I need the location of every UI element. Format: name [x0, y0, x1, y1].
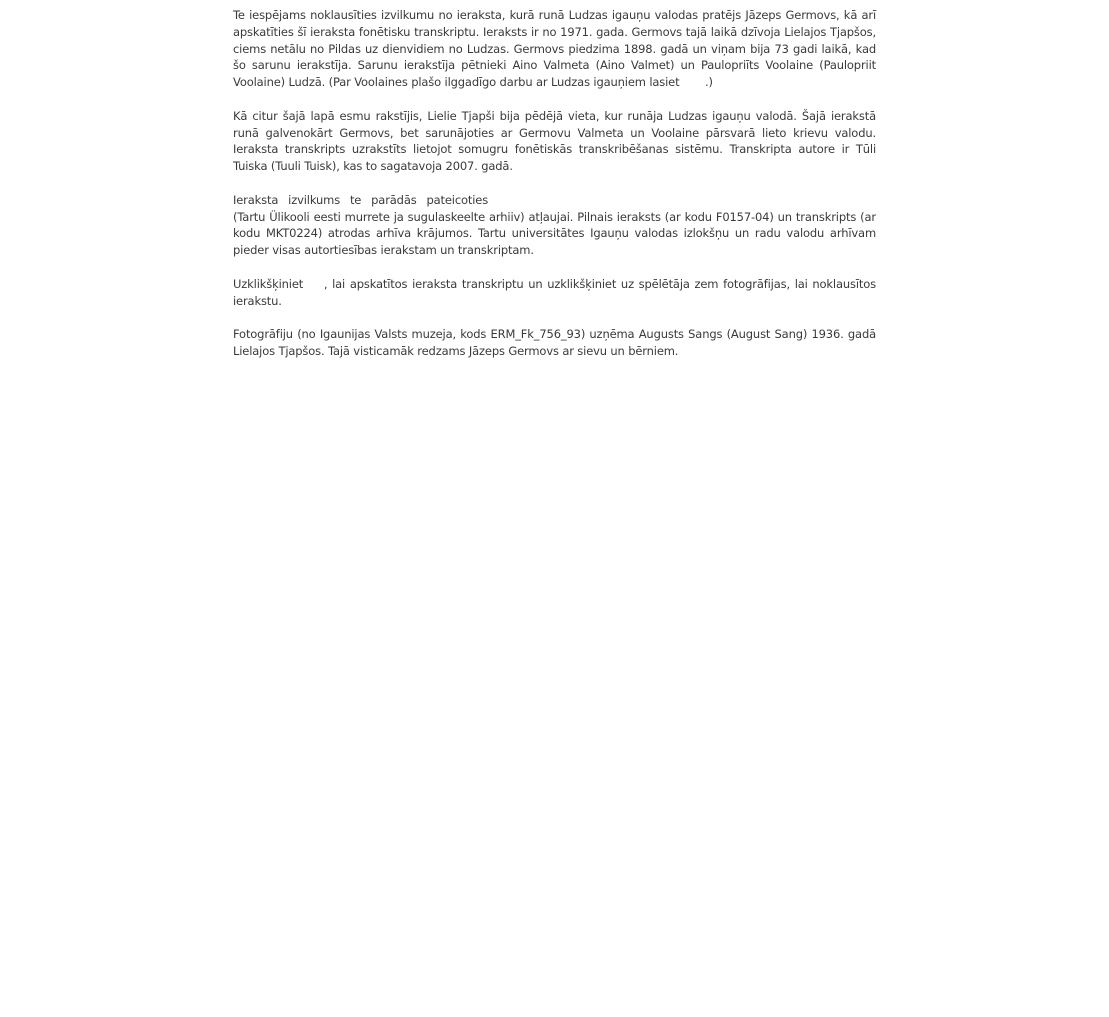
instructions-paragraph — [233, 276, 876, 310]
article-body — [233, 7, 876, 377]
background-text: Kā citur šajā lapā esmu rakstījis, Lielie Tjapši bija pēdējā vieta, kur runāja Ludzas igauņu valodā. Šajā ierakstā runā galvenokārt Germovs, bet sarunājoties ar Germovu Valmeta un Voolaine pārsvarā lieto krievu valodu. Ieraksta transkripts uzrakstīts lietojot somugru fonētiskās transkribēšanas sistēmu. Transkripta autore ir Tūli Tuiska (Tuuli Tuisk), kas to sagatavoja 2007. gadā. — [233, 108, 876, 174]
instructions-text: , lai apskatītos ieraksta transkriptu un uzklikšķiniet uz spēlētāja zem fotogrāfijas, lai noklausītos ierakstu. — [233, 276, 876, 308]
photo-caption-text: Fotogrāfiju (no Igaunijas Valsts muzeja, kods ERM_Fk_756_93) uzņēma Augusts Sangs (August Sang) 1936. gadā Lielajos Tjapšos. Tajā visticamāk redzams Jāzeps Germovs ar sievu un bērniem. — [233, 327, 876, 358]
intro-paragraph — [233, 7, 876, 91]
background-paragraph — [233, 108, 876, 175]
archive-text: (Tartu Ülikooli eesti murrete ja sugulaskeelte arhiiv) atļaujai. Pilnais ieraksts (ar kodu F0157-04) un transkripts (ar kodu MKT0224) atrodas arhīva krājumos. Tartu universitātes Igauņu valodas izlokšņu un radu valodu arhīvam pieder visas autortiesības ierakstam un transkriptam. — [233, 209, 876, 258]
instructions-text-start: Uzklikšķiniet — [233, 276, 304, 291]
intro-text: Te iespējams noklausīties izvilkumu no ieraksta, kurā runā Ludzas igauņu valodas pratējs Jāzeps Germovs, kā arī apskatīties šī ieraksta fonētisku transkriptu. Ieraksts ir no 1971. gada. Germovs tajā laikā dzīvoja Lielajos Tjapšos, ciems netālu no Pildas uz dienvidiem no Ludzas. Germovs piedzima 1898. gadā un viņam bija 73 gadi laikā, kad šo sarunu ierakstīja. Sarunu ierakstīja pētnieki Aino Valmeta (Aino Valmet) un Paulopriīts Voolaine (Paulopriit Voolaine) Ludzā. (Par Voolaines plašo ilggadīgo darbu ar Ludzas igauņiem lasiet — [233, 8, 876, 90]
photo-caption-paragraph — [233, 326, 876, 360]
archive-paragraph — [233, 192, 876, 259]
intro-text-end: .) — [704, 75, 713, 90]
archive-text-start: Ieraksta izvilkums te parādās pateicoties — [233, 192, 489, 207]
